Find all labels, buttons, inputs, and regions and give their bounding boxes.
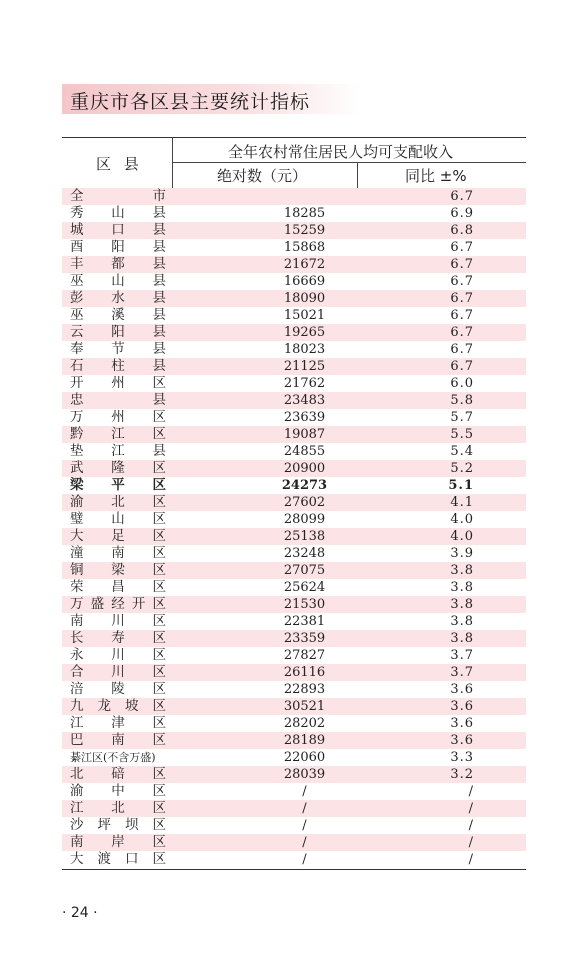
table-row xyxy=(62,698,526,715)
district-name: 綦江区(不含万盛) xyxy=(70,751,156,764)
yoy-value: 3.8 xyxy=(450,614,474,629)
district-name: 黔 江 区 xyxy=(70,426,166,442)
header-income-group: 全年农村常住居民人均可支配收入 xyxy=(228,143,454,161)
yoy-value: 3.7 xyxy=(450,648,474,663)
district-name: 永 川 区 xyxy=(70,647,166,663)
page-title: 重庆市各区县主要统计指标 xyxy=(70,91,311,113)
absolute-value: 22381 xyxy=(283,614,326,629)
absolute-value: 15259 xyxy=(283,223,326,238)
absolute-value: 18285 xyxy=(283,206,326,221)
table-row xyxy=(62,732,526,749)
absolute-value: 23359 xyxy=(283,631,326,646)
absolute-value: 23248 xyxy=(283,546,326,561)
yoy-value: 6.7 xyxy=(450,291,474,306)
district-name: 江 北 区 xyxy=(70,800,166,816)
absolute-value: 25138 xyxy=(283,529,326,544)
district-name: 南 岸 区 xyxy=(70,834,166,850)
yoy-value: 3.8 xyxy=(450,580,474,595)
yoy-value: 5.4 xyxy=(450,444,474,459)
page-number: · 24 · xyxy=(62,905,98,921)
yoy-value: 6.7 xyxy=(450,274,474,289)
yoy-value: / xyxy=(468,835,474,850)
absolute-value: 15021 xyxy=(283,308,326,323)
table-row xyxy=(62,392,526,409)
yoy-value: 3.9 xyxy=(450,546,474,561)
table-row xyxy=(62,817,526,834)
district-name: 云 阳 县 xyxy=(70,324,166,340)
district-name: 酉 阳 县 xyxy=(70,239,166,255)
yoy-value: / xyxy=(468,801,474,816)
yoy-value: 4.1 xyxy=(450,495,474,510)
district-name: 万 州 区 xyxy=(70,409,166,425)
yoy-value: 5.2 xyxy=(450,461,474,476)
district-name: 合 川 区 xyxy=(70,664,166,680)
yoy-value: 6.7 xyxy=(450,308,474,323)
yoy-value: / xyxy=(468,784,474,799)
district-name: 开 州 区 xyxy=(70,375,166,391)
absolute-value: 30521 xyxy=(283,699,326,714)
table-row xyxy=(62,256,526,273)
yoy-value: 3.6 xyxy=(450,733,474,748)
table-row xyxy=(62,783,526,800)
table-row xyxy=(62,443,526,460)
district-name: 南 川 区 xyxy=(70,613,166,629)
table-row xyxy=(62,324,526,341)
table-bottom-rule xyxy=(62,869,526,870)
district-name: 丰 都 县 xyxy=(70,256,166,272)
district-name: 秀 山 县 xyxy=(70,205,166,221)
table-row xyxy=(62,511,526,528)
district-name: 璧 山 区 xyxy=(70,511,166,527)
district-name: 潼 南 区 xyxy=(70,545,166,561)
yoy-value: 3.2 xyxy=(450,767,474,782)
table-row xyxy=(62,766,526,783)
absolute-value: 28189 xyxy=(283,733,326,748)
district-name: 垫 江 县 xyxy=(70,443,166,459)
table-row xyxy=(62,477,526,494)
yoy-value: / xyxy=(468,818,474,833)
district-name: 渝 中 区 xyxy=(70,783,166,799)
district-name: 荣 昌 区 xyxy=(70,579,166,595)
table-row xyxy=(62,205,526,222)
district-name: 巫 溪 县 xyxy=(70,307,166,323)
absolute-value: 23483 xyxy=(283,393,326,408)
absolute-value: 24273 xyxy=(281,478,328,493)
district-name: 武 隆 区 xyxy=(70,460,166,476)
table-row xyxy=(62,596,526,613)
absolute-value: 18090 xyxy=(283,291,326,306)
table-row xyxy=(62,851,526,868)
table-row xyxy=(62,222,526,239)
yoy-value: 4.0 xyxy=(450,512,474,527)
yoy-value: 6.9 xyxy=(450,206,474,221)
table-row xyxy=(62,358,526,375)
absolute-value: / xyxy=(302,835,307,850)
district-name: 长 寿 区 xyxy=(70,630,166,646)
table-row xyxy=(62,273,526,290)
table-row xyxy=(62,528,526,545)
table-row xyxy=(62,426,526,443)
yoy-value: 6.8 xyxy=(450,223,474,238)
header-absolute: 绝对数（元） xyxy=(217,167,308,185)
district-name: 沙 坪 坝 区 xyxy=(70,817,166,833)
absolute-value: 23639 xyxy=(283,410,326,425)
table-row xyxy=(62,681,526,698)
table-row xyxy=(62,800,526,817)
yoy-value: 5.7 xyxy=(450,410,474,425)
absolute-value: 21762 xyxy=(283,376,326,391)
absolute-value: 24855 xyxy=(283,444,326,459)
absolute-value: 21672 xyxy=(283,257,326,272)
header-yoy: 同比 ±% xyxy=(405,167,467,185)
table-row xyxy=(62,460,526,477)
absolute-value: 19265 xyxy=(283,325,326,340)
yoy-value: / xyxy=(468,852,474,867)
yoy-value: 3.8 xyxy=(450,597,474,612)
yoy-value: 6.7 xyxy=(450,189,474,204)
table-row xyxy=(62,562,526,579)
table-row xyxy=(62,579,526,596)
table-row xyxy=(62,834,526,851)
absolute-value: / xyxy=(302,801,307,816)
absolute-value: 27827 xyxy=(283,648,326,663)
district-name: 巴 南 区 xyxy=(70,732,166,748)
yoy-value: 3.8 xyxy=(450,631,474,646)
absolute-value: / xyxy=(302,852,307,867)
yoy-value: 3.6 xyxy=(450,699,474,714)
yoy-value: 6.7 xyxy=(450,325,474,340)
yoy-value: 6.7 xyxy=(450,342,474,357)
district-name: 梁 平 区 xyxy=(70,477,166,493)
table-row xyxy=(62,545,526,562)
table-row xyxy=(62,647,526,664)
district-name: 巫 山 县 xyxy=(70,273,166,289)
yoy-value: 3.6 xyxy=(450,716,474,731)
district-name: 万 盛 经 开 区 xyxy=(70,596,166,612)
district-name: 大 渡 口 区 xyxy=(70,851,166,867)
absolute-value: 22893 xyxy=(283,682,326,697)
district-name: 彭 水 县 xyxy=(70,290,166,306)
table-row xyxy=(62,630,526,647)
absolute-value: 26116 xyxy=(283,665,326,680)
header-divider-h1 xyxy=(172,162,526,163)
yoy-value: 3.3 xyxy=(450,750,474,765)
table-row xyxy=(62,341,526,358)
yoy-value: 6.7 xyxy=(450,257,474,272)
table-row xyxy=(62,613,526,630)
yoy-value: 3.8 xyxy=(450,563,474,578)
table-row xyxy=(62,664,526,681)
absolute-value: 28039 xyxy=(283,767,326,782)
district-name: 城 口 县 xyxy=(70,222,166,238)
yoy-value: 5.5 xyxy=(450,427,474,442)
absolute-value: 21530 xyxy=(283,597,326,612)
absolute-value: 22060 xyxy=(283,750,326,765)
yoy-value: 5.8 xyxy=(450,393,474,408)
absolute-value: 15868 xyxy=(283,240,326,255)
district-name: 大 足 区 xyxy=(70,528,166,544)
absolute-value: 18023 xyxy=(283,342,326,357)
yoy-value: 3.7 xyxy=(450,665,474,680)
table-row xyxy=(62,715,526,732)
district-name: 铜 梁 区 xyxy=(70,562,166,578)
table-row xyxy=(62,188,526,205)
district-name: 石 柱 县 xyxy=(70,358,166,374)
absolute-value: 19087 xyxy=(283,427,326,442)
absolute-value: / xyxy=(302,818,307,833)
table-row xyxy=(62,409,526,426)
district-name: 江 津 区 xyxy=(70,715,166,731)
absolute-value: 28099 xyxy=(283,512,326,527)
yoy-value: 4.0 xyxy=(450,529,474,544)
district-name: 全 市 xyxy=(70,188,166,204)
absolute-value: 27075 xyxy=(283,563,326,578)
table-top-rule xyxy=(62,137,526,138)
yoy-value: 6.7 xyxy=(450,240,474,255)
absolute-value: 27602 xyxy=(283,495,326,510)
absolute-value: 25624 xyxy=(283,580,326,595)
yoy-value: 3.6 xyxy=(450,682,474,697)
absolute-value: / xyxy=(302,784,307,799)
absolute-value: 16669 xyxy=(283,274,326,289)
yoy-value: 6.0 xyxy=(450,376,474,391)
district-name: 九 龙 坡 区 xyxy=(70,698,166,714)
district-name: 涪 陵 区 xyxy=(70,681,166,697)
table-row xyxy=(62,749,526,766)
district-name: 渝 北 区 xyxy=(70,494,166,510)
district-name: 北 碚 区 xyxy=(70,766,166,782)
absolute-value: 20900 xyxy=(283,461,326,476)
table-row xyxy=(62,307,526,324)
yoy-value: 6.7 xyxy=(450,359,474,374)
table-row xyxy=(62,290,526,307)
absolute-value: 21125 xyxy=(283,359,326,374)
yoy-value: 5.1 xyxy=(448,478,474,493)
absolute-value: 28202 xyxy=(283,716,326,731)
district-name: 奉 节 县 xyxy=(70,341,166,357)
header-divider-v2 xyxy=(357,162,358,188)
table-row xyxy=(62,375,526,392)
table-row xyxy=(62,239,526,256)
table-row xyxy=(62,494,526,511)
header-district: 区 县 xyxy=(96,155,143,173)
district-name: 忠 县 xyxy=(70,392,166,408)
